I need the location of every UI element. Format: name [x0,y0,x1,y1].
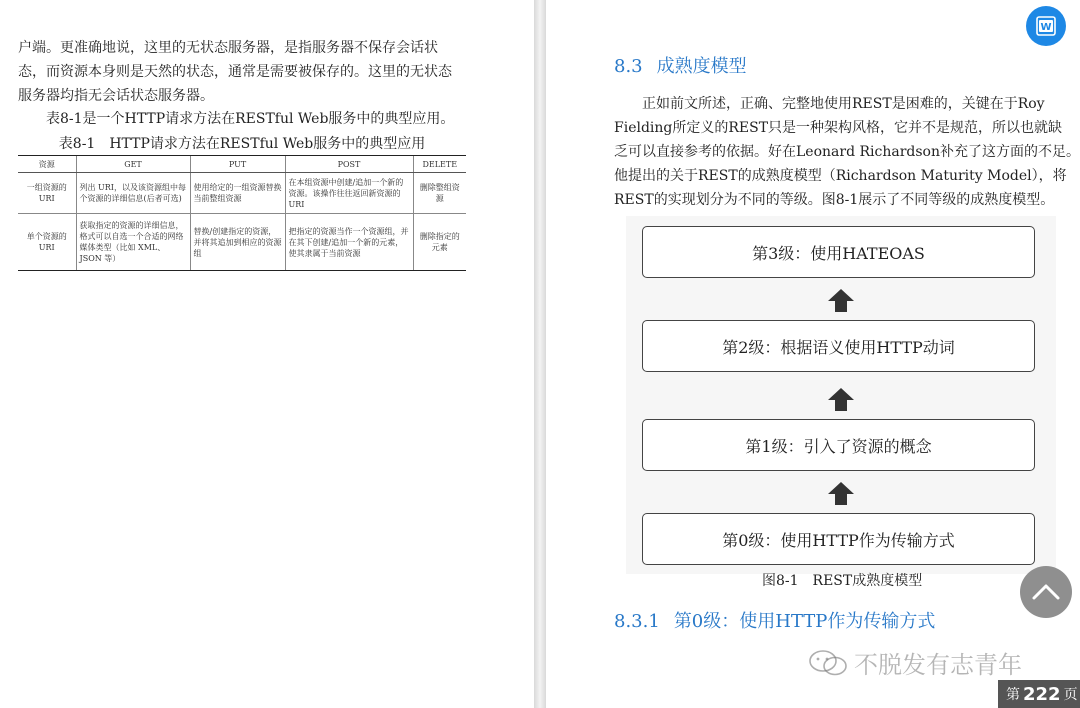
chevron-up-icon [1031,582,1061,602]
table-header-cell: PUT [190,156,285,173]
table-cell: 单个资源的URI [18,214,76,271]
text-line: 正如前文所述，正确、完整地使用REST是困难的，关键在于Roy [642,96,1045,112]
table-cell: 列出 URI，以及该资源组中每个资源的详细信息(后者可选) [76,173,190,214]
watermark-text: 不脱发有志青年 [854,651,1022,679]
subsection-title-text: 第0级：使用HTTP作为传输方式 [673,611,936,632]
figure-caption: 图8-1 REST成熟度模型 [762,573,923,589]
level-2-box: 第2级：根据语义使用HTTP动词 [642,320,1035,372]
table-cell: 使用给定的一组资源替换当前整组资源 [190,173,285,214]
level-1-box: 第1级：引入了资源的概念 [642,419,1035,471]
scroll-to-top-button[interactable] [1020,566,1072,618]
table-cell: 替换/创建指定的资源，并将其追加到相应的资源组 [190,214,285,271]
up-arrow-icon [826,288,856,314]
text-line: REST的实现划分为不同的等级。图8-1展示了不同等级的成熟度模型。 [614,192,1055,208]
table-cell: 一组资源的URI [18,173,76,214]
table-cell: 把指定的资源当作一个资源组，并在其下创建/追加一个新的元素，使其隶属于当前资源 [285,214,413,271]
up-arrow-icon [826,387,856,413]
table-caption: 表8-1 HTTP请求方法在RESTful Web服务中的典型应用 [58,136,426,152]
level-0-box: 第0级：使用HTTP作为传输方式 [642,513,1035,565]
table-cell: 获取指定的资源的详细信息，格式可以自选一个合适的网络媒体类型（比如 XML、JSON 等） [76,214,190,271]
table-row [18,173,466,214]
wechat-icon [808,649,848,677]
table-cell: 删除整组资源 [413,173,466,214]
http-methods-table [18,155,466,271]
text-line: 乏可以直接参考的依据。好在Leonard Richardson补充了这方面的不足。 [614,144,1080,160]
text-line: 态，而资源本身则是天然的状态，通常是需要被保存的。这里的无状态 [18,64,452,80]
page-number: 222 [1023,683,1061,705]
table-header-cell: GET [76,156,190,173]
word-document-icon [1034,14,1058,38]
table-intro-text: 表8-1是一个HTTP请求方法在RESTful Web服务中的典型应用。 [46,111,455,127]
word-app-button[interactable] [1026,6,1066,46]
section-heading [614,52,747,78]
section-title-text: 成熟度模型 [656,56,747,77]
right-paragraph [614,92,1080,212]
table-cell: 删除指定的元素 [413,214,466,271]
watermark [808,645,1022,680]
text-line: 服务器均指无会话状态服务器。 [18,88,214,104]
left-paragraph [18,36,474,108]
page-gutter [534,0,546,708]
page-prefix: 第 [1006,687,1020,703]
subsection-heading [614,607,935,633]
page-indicator [998,680,1080,708]
table-header-cell: DELETE [413,156,466,173]
table-row [18,214,466,271]
text-line: 他提出的关于REST的成熟度模型（Richardson Maturity Model），将 [614,168,1067,184]
table-header-cell: POST [285,156,413,173]
table-header-row [18,156,466,173]
text-line: 户端。更准确地说，这里的无状态服务器，是指服务器不保存会话状 [18,40,438,56]
subsection-number: 8.3.1 [614,611,660,632]
svg-text:W: W [1040,22,1052,33]
up-arrow-icon [826,481,856,507]
level-3-box: 第3级：使用HATEOAS [642,226,1035,278]
maturity-model-figure [626,216,1056,574]
left-page [0,0,534,708]
page-suffix: 页 [1063,687,1078,703]
table-header-cell: 资源 [18,156,76,173]
section-number: 8.3 [614,56,643,77]
text-line: Fielding所定义的REST只是一种架构风格，它并不是规范，所以也就缺 [614,120,1063,136]
table-cell: 在本组资源中创建/追加一个新的资源。该操作往往返回新资源的 URI [285,173,413,214]
